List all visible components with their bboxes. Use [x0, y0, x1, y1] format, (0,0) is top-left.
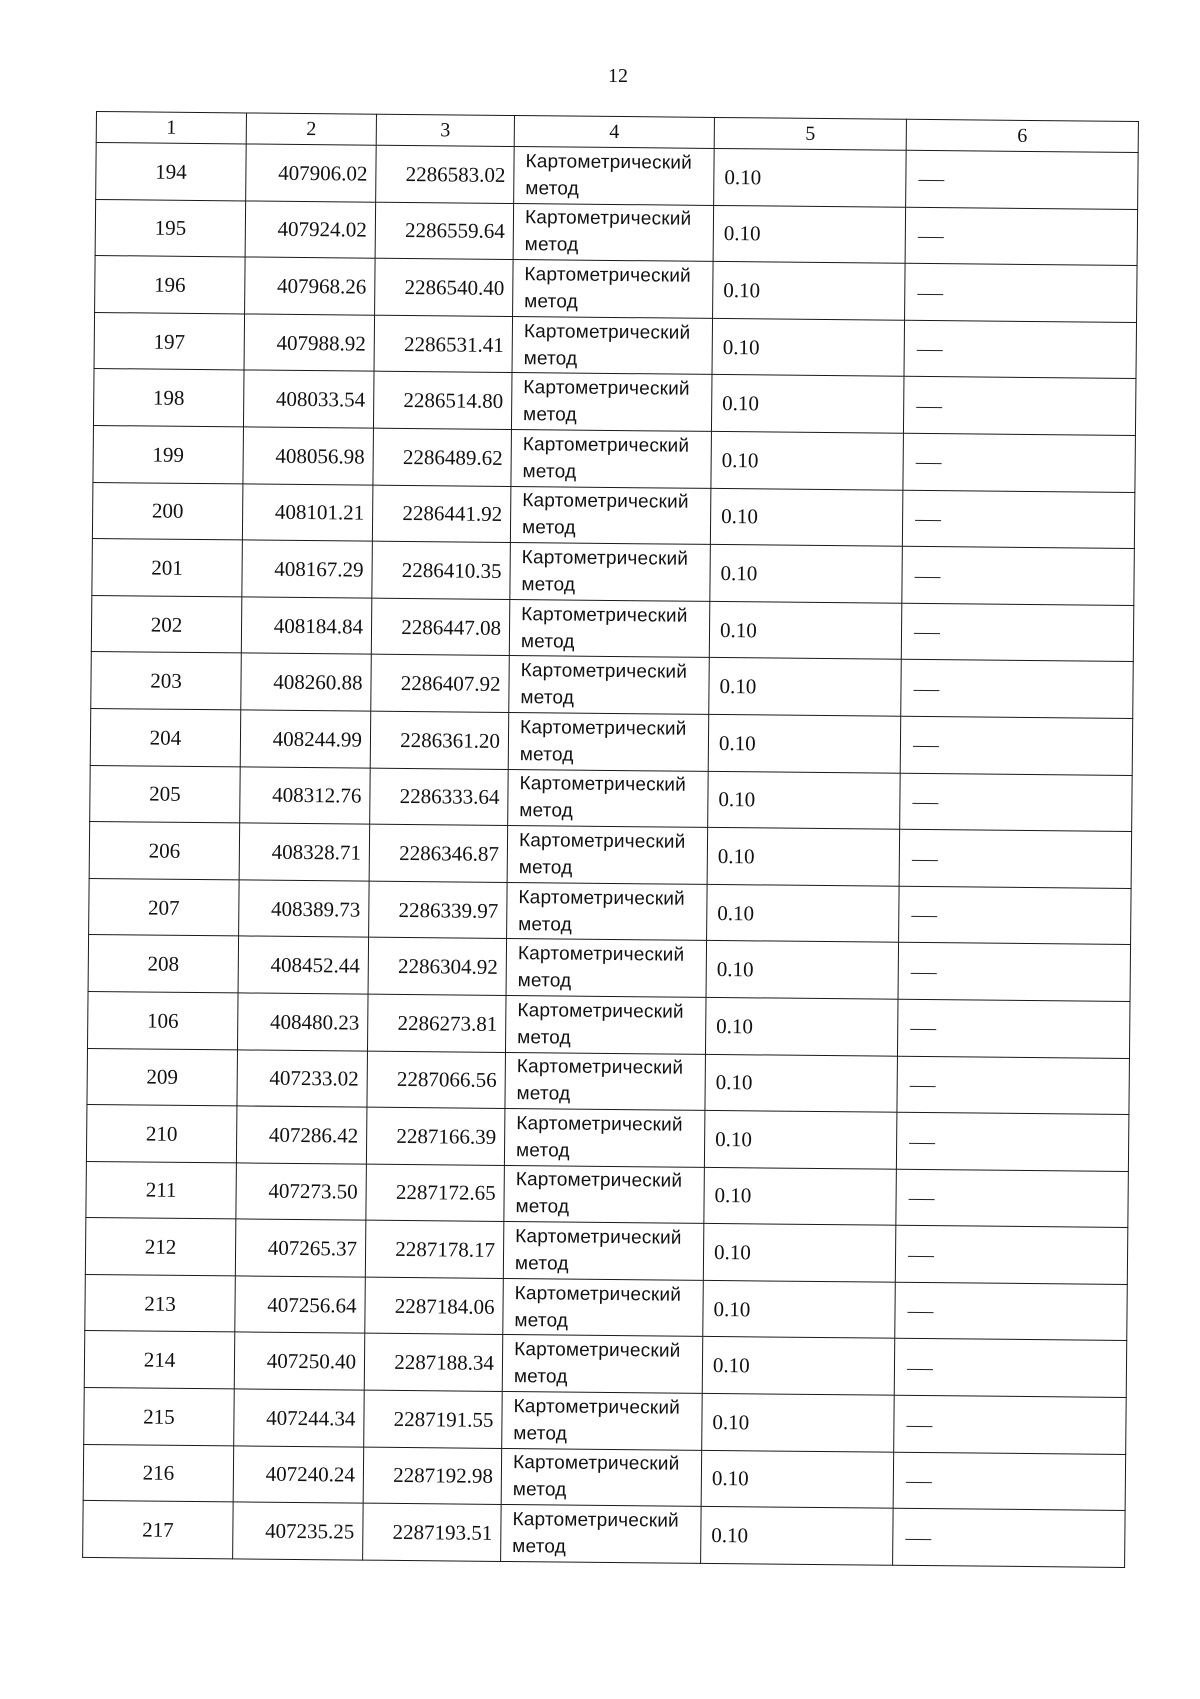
point-number-cell: 216 [83, 1444, 234, 1502]
method-cell: Картометрический метод [513, 260, 714, 319]
note-text [937, 959, 938, 960]
method-cell: Картометрический метод [511, 373, 712, 432]
x-coordinate-cell: 407906.02 [246, 144, 377, 202]
y-coordinate-cell: 2287188.34 [364, 1334, 503, 1392]
method-cell: Картометрический метод [507, 826, 708, 885]
note-text [939, 733, 940, 734]
header-col-3: 3 [376, 114, 514, 146]
dash-mark [909, 1199, 935, 1200]
point-number-cell: 196 [95, 256, 246, 314]
y-coordinate-cell: 2286273.81 [367, 994, 506, 1052]
note-cell [902, 490, 1135, 549]
accuracy-cell: 0.10 [703, 1224, 896, 1282]
method-cell: Картометрический метод [501, 1505, 702, 1564]
method-cell: Картометрический метод [503, 1278, 704, 1337]
x-coordinate-cell: 407968.26 [245, 257, 376, 315]
accuracy-cell: 0.10 [705, 997, 898, 1055]
x-coordinate-cell: 408480.23 [237, 993, 368, 1051]
table-row [92, 482, 1134, 549]
accuracy-cell: 0.10 [709, 658, 902, 716]
table-row [83, 1501, 1125, 1568]
note-cell [901, 603, 1134, 662]
dash-mark [910, 1029, 936, 1030]
table-row [83, 1444, 1125, 1511]
note-text [936, 1016, 937, 1017]
x-coordinate-cell: 407235.25 [233, 1502, 364, 1560]
method-cell: Картометрический метод [514, 147, 715, 206]
method-cell: Картометрический метод [512, 316, 713, 375]
table-row [89, 822, 1131, 889]
x-coordinate-cell: 408312.76 [240, 766, 371, 824]
point-number-cell: 210 [86, 1105, 237, 1163]
table-row [84, 1388, 1126, 1455]
note-text [943, 337, 944, 338]
accuracy-cell: 0.10 [702, 1393, 895, 1451]
y-coordinate-cell: 2286441.92 [372, 485, 511, 543]
table-row [94, 312, 1136, 379]
method-cell: Картометрический метод [502, 1335, 703, 1394]
table-row [93, 425, 1135, 492]
table-row [90, 765, 1132, 832]
method-cell: Картометрический метод [509, 656, 710, 715]
method-cell: Картометрический метод [507, 882, 708, 941]
x-coordinate-cell: 408033.54 [243, 370, 374, 428]
note-text [935, 1129, 936, 1130]
note-text [935, 1186, 936, 1187]
x-coordinate-cell: 407273.50 [236, 1163, 367, 1221]
method-cell: Картометрический метод [505, 1052, 706, 1111]
dash-mark [906, 1425, 932, 1426]
y-coordinate-cell: 2286339.97 [369, 881, 508, 939]
dash-mark [917, 294, 943, 295]
point-number-cell: 212 [85, 1218, 236, 1276]
y-coordinate-cell: 2287191.55 [364, 1390, 503, 1448]
table-row [91, 652, 1133, 719]
dash-mark [913, 690, 939, 691]
y-coordinate-cell: 2287066.56 [367, 1051, 506, 1109]
point-number-cell: 194 [96, 143, 247, 201]
method-cell: Картометрический метод [503, 1222, 704, 1281]
x-coordinate-cell: 408101.21 [242, 483, 373, 541]
x-coordinate-cell: 408452.44 [238, 936, 369, 994]
point-number-cell: 204 [90, 708, 241, 766]
note-text [937, 903, 938, 904]
dash-mark [909, 1142, 935, 1143]
accuracy-cell: 0.10 [713, 262, 906, 320]
x-coordinate-cell: 408167.29 [242, 540, 373, 598]
point-number-cell: 205 [90, 765, 241, 823]
accuracy-cell: 0.10 [708, 714, 901, 772]
header-col-2: 2 [246, 113, 376, 145]
dash-mark [915, 520, 941, 521]
y-coordinate-cell: 2286407.92 [371, 655, 510, 713]
accuracy-cell: 0.10 [710, 545, 903, 603]
accuracy-cell: 0.10 [701, 1507, 894, 1565]
x-coordinate-cell: 407240.24 [233, 1446, 364, 1504]
accuracy-cell: 0.10 [704, 1110, 897, 1168]
note-text [939, 789, 940, 790]
dash-mark [917, 350, 943, 351]
x-coordinate-cell: 408244.99 [240, 710, 371, 768]
note-cell [902, 546, 1135, 605]
table-row [85, 1218, 1127, 1285]
method-cell: Картометрический метод [506, 939, 707, 998]
note-text [940, 620, 941, 621]
method-cell: Картометрический метод [513, 203, 714, 262]
y-coordinate-cell: 2286559.64 [375, 202, 514, 260]
note-cell [904, 320, 1137, 379]
note-cell [899, 829, 1132, 888]
method-cell: Картометрический метод [508, 769, 709, 828]
note-text [934, 1242, 935, 1243]
note-cell [906, 150, 1139, 209]
accuracy-cell: 0.10 [713, 205, 906, 263]
point-number-cell: 202 [91, 595, 242, 653]
table-row [85, 1274, 1127, 1341]
note-cell [895, 1226, 1128, 1285]
note-text [943, 280, 944, 281]
y-coordinate-cell: 2286583.02 [376, 145, 515, 203]
table-body [83, 143, 1139, 1568]
method-cell: Картометрический метод [501, 1448, 702, 1507]
dash-mark [916, 407, 942, 408]
x-coordinate-cell: 408260.88 [241, 653, 372, 711]
dash-mark [911, 916, 937, 917]
note-cell [897, 1056, 1130, 1115]
point-number-cell: 211 [86, 1161, 237, 1219]
table-row [86, 1105, 1128, 1172]
accuracy-cell: 0.10 [711, 431, 904, 489]
point-number-cell: 106 [88, 991, 239, 1049]
y-coordinate-cell: 2287178.17 [365, 1220, 504, 1278]
point-number-cell: 195 [95, 199, 246, 257]
note-cell [899, 886, 1132, 945]
accuracy-cell: 0.10 [705, 1054, 898, 1112]
method-cell: Картометрический метод [505, 995, 706, 1054]
y-coordinate-cell: 2286489.62 [373, 428, 512, 486]
point-number-cell: 198 [93, 369, 244, 427]
point-number-cell: 208 [88, 935, 239, 993]
method-cell: Картометрический метод [502, 1392, 703, 1451]
note-text [940, 676, 941, 677]
x-coordinate-cell: 407244.34 [234, 1389, 365, 1447]
y-coordinate-cell: 2287192.98 [363, 1447, 502, 1505]
table-row [93, 369, 1135, 436]
dash-mark [910, 1086, 936, 1087]
point-number-cell: 201 [92, 539, 243, 597]
note-text [942, 393, 943, 394]
point-number-cell: 197 [94, 312, 245, 370]
accuracy-cell: 0.10 [706, 941, 899, 999]
dash-mark [915, 577, 941, 578]
x-coordinate-cell: 407233.02 [237, 1049, 368, 1107]
y-coordinate-cell: 2286410.35 [372, 541, 511, 599]
accuracy-cell: 0.10 [707, 828, 900, 886]
y-coordinate-cell: 2286540.40 [375, 258, 514, 316]
note-text [938, 846, 939, 847]
table-row [91, 595, 1133, 662]
header-col-5: 5 [714, 117, 906, 150]
note-cell [898, 943, 1131, 1002]
y-coordinate-cell: 2287166.39 [366, 1107, 505, 1165]
note-cell [905, 263, 1138, 322]
dash-mark [918, 237, 944, 238]
point-number-cell: 213 [85, 1274, 236, 1332]
note-text [931, 1525, 932, 1526]
x-coordinate-cell: 407286.42 [236, 1106, 367, 1164]
note-cell [896, 1169, 1129, 1228]
y-coordinate-cell: 2286531.41 [374, 315, 513, 373]
accuracy-cell: 0.10 [707, 884, 900, 942]
point-number-cell: 214 [84, 1331, 235, 1389]
method-cell: Картометрический метод [510, 486, 711, 545]
accuracy-cell: 0.10 [709, 601, 902, 659]
point-number-cell: 203 [91, 652, 242, 710]
note-text [936, 1072, 937, 1073]
accuracy-cell: 0.10 [711, 375, 904, 433]
dash-mark [905, 1539, 931, 1540]
y-coordinate-cell: 2287193.51 [363, 1503, 502, 1561]
method-cell: Картометрический метод [508, 712, 709, 771]
note-cell [903, 377, 1136, 436]
dash-mark [912, 859, 938, 860]
accuracy-cell: 0.10 [702, 1337, 895, 1395]
coordinates-table [82, 111, 1139, 1568]
point-number-cell: 207 [89, 878, 240, 936]
y-coordinate-cell: 2286346.87 [369, 824, 508, 882]
table-row [87, 1048, 1129, 1115]
y-coordinate-cell: 2287172.65 [366, 1164, 505, 1222]
note-text [941, 506, 942, 507]
dash-mark [912, 803, 938, 804]
x-coordinate-cell: 408389.73 [239, 880, 370, 938]
x-coordinate-cell: 407256.64 [235, 1276, 366, 1334]
note-text [933, 1355, 934, 1356]
x-coordinate-cell: 408328.71 [239, 823, 370, 881]
dash-mark [907, 1312, 933, 1313]
note-text [942, 450, 943, 451]
note-text [932, 1469, 933, 1470]
table-row [90, 708, 1132, 775]
dash-mark [906, 1482, 932, 1483]
table-row [92, 539, 1134, 606]
y-coordinate-cell: 2286361.20 [370, 711, 509, 769]
point-number-cell: 200 [92, 482, 243, 540]
method-cell: Картометрический метод [504, 1109, 705, 1168]
point-number-cell: 215 [84, 1388, 235, 1446]
accuracy-cell: 0.10 [712, 318, 905, 376]
x-coordinate-cell: 407924.02 [245, 201, 376, 259]
method-cell: Картометрический метод [509, 599, 710, 658]
note-text [934, 1299, 935, 1300]
table-row [95, 199, 1137, 266]
accuracy-cell: 0.10 [708, 771, 901, 829]
note-cell [900, 716, 1133, 775]
note-cell [893, 1508, 1126, 1567]
header-col-6: 6 [906, 119, 1138, 152]
note-cell [894, 1395, 1127, 1454]
dash-mark [916, 463, 942, 464]
y-coordinate-cell: 2286304.92 [368, 937, 507, 995]
dash-mark [913, 746, 939, 747]
dash-mark [907, 1369, 933, 1370]
y-coordinate-cell: 2287184.06 [365, 1277, 504, 1335]
note-text [944, 224, 945, 225]
dash-mark [918, 180, 944, 181]
header-col-1: 1 [96, 112, 246, 144]
x-coordinate-cell: 407988.92 [244, 314, 375, 372]
x-coordinate-cell: 407250.40 [234, 1332, 365, 1390]
note-text [941, 563, 942, 564]
table-row [84, 1331, 1126, 1398]
method-cell: Картометрический метод [504, 1165, 705, 1224]
method-cell: Картометрический метод [510, 543, 711, 602]
y-coordinate-cell: 2286333.64 [370, 768, 509, 826]
method-cell: Картометрический метод [511, 429, 712, 488]
table-row [95, 256, 1137, 323]
note-cell [901, 660, 1134, 719]
point-number-cell: 199 [93, 425, 244, 483]
accuracy-cell: 0.10 [704, 1167, 897, 1225]
note-text [933, 1412, 934, 1413]
header-col-4: 4 [514, 116, 714, 149]
note-cell [900, 773, 1133, 832]
x-coordinate-cell: 408056.98 [243, 427, 374, 485]
note-cell [896, 1112, 1129, 1171]
note-cell [895, 1282, 1128, 1341]
dash-mark [914, 633, 940, 634]
dash-mark [908, 1256, 934, 1257]
table-row [89, 878, 1131, 945]
y-coordinate-cell: 2286514.80 [373, 372, 512, 430]
table-row [96, 143, 1138, 210]
accuracy-cell: 0.10 [701, 1450, 894, 1508]
note-cell [894, 1339, 1127, 1398]
dash-mark [911, 973, 937, 974]
table-row [88, 935, 1130, 1002]
x-coordinate-cell: 407265.37 [235, 1219, 366, 1277]
table-row [88, 991, 1130, 1058]
point-number-cell: 217 [83, 1501, 234, 1559]
x-coordinate-cell: 408184.84 [241, 597, 372, 655]
note-cell [903, 433, 1136, 492]
accuracy-cell: 0.10 [710, 488, 903, 546]
table-row [86, 1161, 1128, 1228]
accuracy-cell: 0.10 [703, 1280, 896, 1338]
note-cell [893, 1452, 1126, 1511]
note-cell [905, 207, 1138, 266]
accuracy-cell: 0.10 [714, 148, 907, 206]
note-text [944, 167, 945, 168]
point-number-cell: 209 [87, 1048, 238, 1106]
page-number: 12 [608, 65, 628, 87]
point-number-cell: 206 [89, 822, 240, 880]
y-coordinate-cell: 2286447.08 [371, 598, 510, 656]
note-cell [897, 999, 1130, 1058]
